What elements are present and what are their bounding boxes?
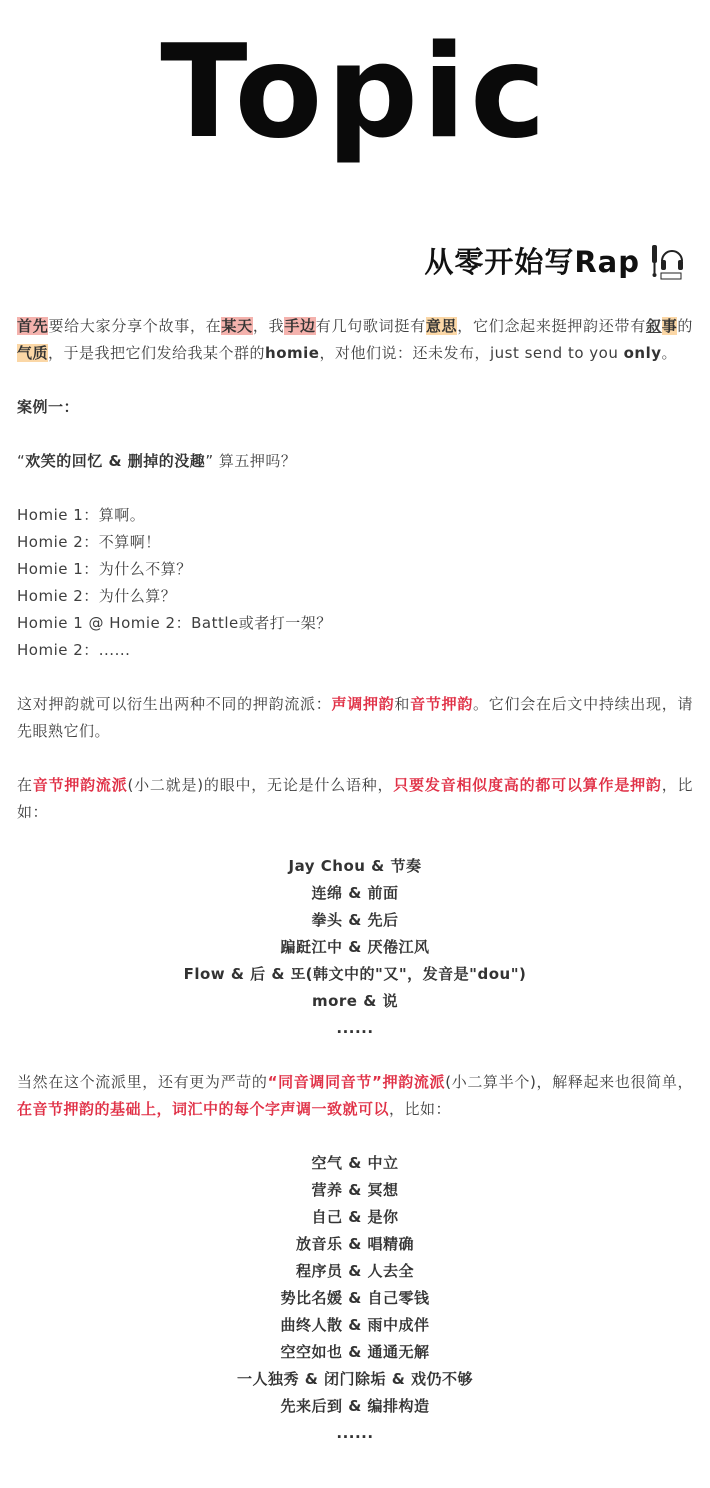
bold-text: only: [623, 344, 662, 362]
series-subtitle: 从零开始写Rap: [424, 245, 640, 279]
topic-title: Topic: [160, 18, 550, 167]
case-question: [17, 448, 693, 475]
example-line: 程序员 & 人去全: [295, 1262, 415, 1280]
highlight-text: 事: [661, 317, 678, 335]
article-body: [17, 313, 693, 1447]
schools-paragraph: [17, 691, 693, 745]
body-text: ，对他们说：还未发布，just send to you: [319, 344, 624, 362]
example-line: 拳头 & 先后: [311, 911, 399, 929]
dialog-line: Homie 1：算啊。: [17, 506, 146, 524]
example-line: 放音乐 & 唱精确: [295, 1235, 415, 1253]
example-line: 先来后到 & 编排构造: [280, 1397, 430, 1415]
dialog-line: Homie 2：......: [17, 641, 131, 659]
body-text: ，我: [252, 317, 285, 335]
quote-text: 欢笑的回忆 & 删掉的没趣: [25, 452, 206, 470]
body-text: 要给大家分享个故事，在: [48, 317, 222, 335]
red-text: “同音调同音节”押韵流派: [267, 1073, 446, 1091]
body-text: 在: [17, 776, 33, 794]
body-text: ，于是我把它们发给我某个群的: [48, 344, 266, 362]
bold-text: homie: [265, 344, 320, 362]
intro-paragraph: [17, 313, 693, 367]
quote-mark: “: [17, 452, 26, 470]
example-line: 空气 & 中立: [311, 1154, 399, 1172]
dialog-line: Homie 2：为什么算？: [17, 587, 177, 605]
example-line: Flow & 后 & 또(韩文中的"又"，发音是"dou"): [183, 965, 527, 983]
case-label: 案例一：: [17, 398, 80, 416]
red-text: 声调押韵: [331, 695, 395, 713]
highlight-text: 意思: [425, 317, 458, 335]
example-line: 蹁跹江中 & 厌倦江风: [280, 938, 430, 956]
highlight-text: 手边: [284, 317, 316, 335]
example-line: 曲终人散 & 雨中成伴: [280, 1316, 430, 1334]
subtitle-block: [424, 240, 684, 281]
body-text: 这对押韵就可以衍生出两种不同的押韵流派：: [17, 695, 332, 713]
body-text: 的: [677, 317, 693, 335]
body-text: 有几句歌词挺有: [315, 317, 426, 335]
example-line: 自己 & 是你: [311, 1208, 399, 1226]
body-text: 和: [394, 695, 411, 713]
microphone-headphones-icon: [648, 241, 684, 281]
body-text: ，比如：: [17, 776, 693, 821]
body-text: (小二就是)的眼中，无论是什么语种，: [127, 776, 394, 794]
red-text: 只要发音相似度高的都可以算作是押韵: [393, 776, 662, 794]
example-line: 一人独秀 & 闭门除垢 & 戏仍不够: [236, 1370, 474, 1388]
highlight-text: 某天: [221, 317, 253, 335]
header-logo: [0, 18, 710, 168]
dialog-line: Homie 1：为什么不算？: [17, 560, 192, 578]
highlight-text: 气质: [17, 344, 49, 362]
body-text: ，它们念起来挺押韵还带有: [457, 317, 646, 335]
body-text: 当然在这个流派里，还有更为严苛的: [17, 1073, 268, 1091]
example-line: ......: [336, 1019, 374, 1037]
body-text: 。: [661, 344, 678, 362]
example-line: 势比名媛 & 自己零钱: [280, 1289, 430, 1307]
example-line: 连绵 & 前面: [311, 884, 399, 902]
body-text: 。它们会在后文中持续出现，请先眼熟它们。: [17, 695, 693, 740]
red-text: 音节押韵流派: [32, 776, 128, 794]
strict-paragraph: [17, 1069, 693, 1123]
body-text: (小二算半个)，解释起来也很简单，: [445, 1073, 693, 1091]
highlight-text: 叙: [645, 317, 662, 335]
highlight-text: 首先: [17, 317, 49, 335]
example-line: 营养 & 冥想: [311, 1181, 399, 1199]
syllable-paragraph: [17, 772, 693, 826]
dialog-line: Homie 2：不算啊！: [17, 533, 161, 551]
red-text: 音节押韵: [410, 695, 474, 713]
example-line: Jay Chou & 节奏: [288, 857, 422, 875]
red-text: 在音节押韵的基础上，词汇中的每个字声调一致就可以: [17, 1100, 390, 1118]
quote-tail: ” 算五押吗？: [205, 452, 297, 470]
example-line: more & 说: [311, 992, 399, 1010]
example-line: ......: [336, 1424, 374, 1442]
body-text: ，比如：: [389, 1100, 452, 1118]
example-line: 空空如也 & 通通无解: [280, 1343, 430, 1361]
dialog-line: Homie 1 @ Homie 2：Battle或者打一架？: [17, 614, 332, 632]
